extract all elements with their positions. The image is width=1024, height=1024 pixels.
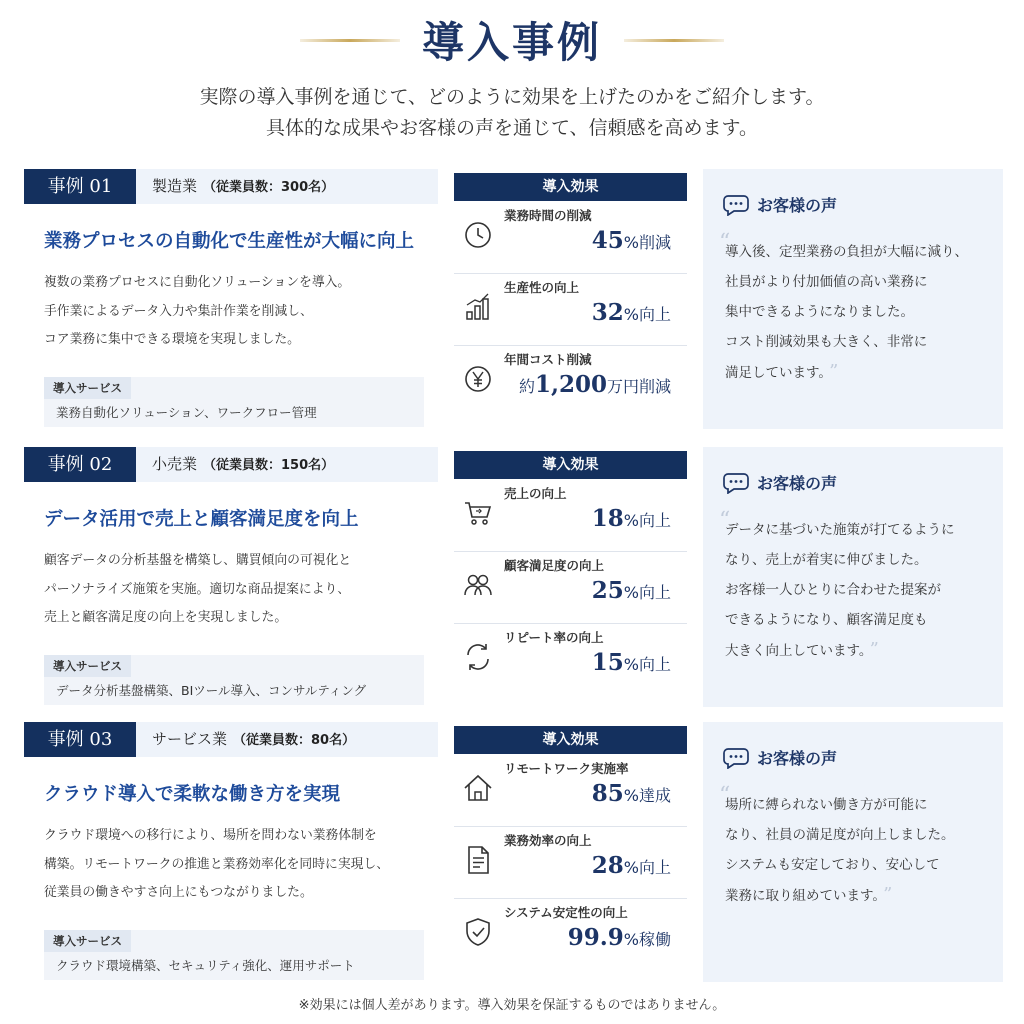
voice-line — [725, 357, 995, 388]
metric-number: 18 — [591, 505, 624, 532]
case-header — [24, 447, 438, 482]
metric-label: リピート率の向上 — [504, 630, 604, 645]
metric-item — [454, 826, 687, 899]
case-card-03 — [24, 722, 1004, 982]
users-icon — [462, 569, 494, 601]
metric-unit: 万円削減 — [606, 377, 671, 396]
metric-item — [454, 551, 687, 624]
metric-value — [592, 227, 671, 254]
metric-number: 1,200 — [534, 371, 607, 398]
voice-line — [725, 880, 995, 911]
effect-header: 導入効果 — [454, 173, 687, 201]
description-line: 構築。リモートワークの推進と業務効率化を同時に実現し、 — [44, 856, 390, 872]
home-icon — [462, 772, 494, 804]
voice-text — [725, 790, 995, 911]
metric-item — [454, 898, 687, 970]
metric-value — [592, 577, 671, 604]
metric-value — [592, 780, 671, 807]
employee-count: （従業員数：300名） — [203, 180, 335, 195]
title-row — [0, 10, 1024, 70]
case-title: データ活用で売上と顧客満足度を向上 — [44, 509, 359, 530]
metric-unit: %削減 — [623, 233, 671, 252]
customer-voice — [703, 722, 1003, 982]
employee-count: （従業員数：80名） — [233, 733, 356, 748]
metric-unit: %向上 — [623, 858, 671, 877]
metric-item — [454, 273, 687, 346]
case-title: クラウド導入で柔軟な働き方を実現 — [44, 784, 341, 805]
customer-voice — [703, 447, 1003, 707]
case-card-02 — [24, 447, 1004, 707]
description-line: 従業員の働きやすさ向上にもつながりました。 — [44, 885, 313, 900]
voice-header — [723, 193, 837, 216]
open-quote-icon: “ — [719, 508, 731, 533]
description-line: コア業務に集中できる環境を実現しました。 — [44, 332, 300, 347]
industry-name: 小売業 — [152, 455, 198, 473]
voice-line: できるようになり、顧客満足度も — [725, 612, 928, 628]
metric-label: 業務効率の向上 — [504, 833, 592, 848]
voice-line-text: 満足しています。 — [725, 365, 826, 381]
description-line: 手作業によるデータ入力や集計作業を削減し、 — [44, 303, 313, 319]
effect-header: 導入効果 — [454, 726, 687, 754]
metric-value — [592, 649, 671, 676]
close-quote-icon: ” — [829, 361, 839, 382]
bar-chart-icon — [462, 291, 494, 323]
metric-label: 年間コスト削減 — [504, 352, 592, 367]
metric-value — [592, 505, 671, 532]
voice-title: お客様の声 — [757, 474, 838, 493]
page-header — [0, 10, 1024, 144]
service-box — [44, 930, 424, 980]
document-icon — [462, 844, 494, 876]
case-title: 業務プロセスの自動化で生産性が大幅に向上 — [44, 231, 415, 252]
case-summary — [24, 169, 438, 429]
industry-name: サービス業 — [152, 730, 228, 748]
case-summary — [24, 447, 438, 707]
voice-header — [723, 471, 837, 494]
case-header — [24, 169, 438, 204]
metric-label: システム安定性の向上 — [504, 905, 628, 920]
footer-note: ※効果には個人差があります。導入効果を保証するものではありません。 — [298, 998, 726, 1013]
metric-unit: %向上 — [623, 511, 671, 530]
voice-line: コスト削減効果も大きく、非常に — [725, 334, 928, 350]
service-box — [44, 377, 424, 427]
voice-line: 集中できるようになりました。 — [725, 304, 914, 320]
metric-value — [519, 371, 671, 398]
case-description — [44, 269, 434, 355]
case-description — [44, 547, 434, 633]
voice-line: なり、売上が着実に伸びました。 — [725, 552, 928, 568]
metric-item — [454, 623, 687, 695]
metric-unit: %稼働 — [623, 930, 671, 949]
service-label: 導入サービス — [44, 377, 131, 399]
case-badge: 事例 03 — [24, 722, 136, 757]
case-badge: 事例 02 — [24, 447, 136, 482]
case-badge: 事例 01 — [24, 169, 136, 204]
speech-bubble-icon — [723, 472, 749, 494]
speech-bubble-icon — [723, 194, 749, 216]
case-industry — [152, 447, 334, 483]
yen-icon — [462, 363, 494, 395]
voice-line-text: 大きく向上しています。 — [725, 643, 866, 659]
customer-voice — [703, 169, 1003, 429]
service-text: データ分析基盤構築、BIツール導入、コンサルティング — [56, 683, 367, 698]
clock-icon — [462, 219, 494, 251]
service-text: クラウド環境構築、セキュリティ強化、運用サポート — [56, 958, 355, 973]
page-title: 導入事例 — [421, 18, 602, 67]
voice-line-text: 業務に取り組めています。 — [725, 888, 880, 904]
metric-item — [454, 345, 687, 417]
open-quote-icon: “ — [719, 230, 731, 255]
effect-panel — [454, 451, 687, 707]
case-header — [24, 722, 438, 757]
metric-unit: %向上 — [623, 655, 671, 674]
metric-unit: %達成 — [623, 786, 671, 805]
metric-label: 生産性の向上 — [504, 280, 580, 295]
voice-line — [725, 635, 995, 666]
case-description — [44, 822, 434, 908]
metric-number: 99.9 — [567, 924, 624, 951]
metric-item — [454, 479, 687, 552]
description-line: パーソナライズ施策を実施。適切な商品提案により、 — [44, 581, 351, 597]
description-line: 複数の業務プロセスに自動化ソリューションを導入。 — [44, 275, 351, 290]
voice-line: 場所に縛られない働き方が可能に — [725, 797, 928, 813]
metric-unit: %向上 — [623, 305, 671, 324]
industry-name: 製造業 — [152, 177, 198, 195]
close-quote-icon: ” — [883, 884, 893, 905]
description-line: 顧客データの分析基盤を構築し、購買傾向の可視化と — [44, 553, 352, 568]
voice-text — [725, 515, 995, 666]
description-line: クラウド環境への移行により、場所を問わない業務体制を — [44, 828, 377, 843]
metric-number: 32 — [591, 299, 624, 326]
voice-header — [723, 746, 837, 769]
metric-item — [454, 754, 687, 827]
case-industry — [152, 169, 334, 205]
speech-bubble-icon — [723, 747, 749, 769]
shield-check-icon — [462, 916, 494, 948]
voice-line: なり、社員の満足度が向上しました。 — [725, 827, 955, 843]
page-subtitle — [0, 82, 1024, 144]
voice-line: 導入後、定型業務の負担が大幅に減り、 — [725, 244, 968, 260]
metric-label: 業務時間の削減 — [504, 208, 592, 223]
effect-panel — [454, 726, 687, 982]
service-box — [44, 655, 424, 705]
title-divider-right — [624, 39, 724, 42]
subtitle-line-2: 具体的な成果やお客様の声を通じて、信頼感を高めます。 — [265, 117, 759, 139]
cart-icon — [462, 497, 494, 529]
voice-line: データに基づいた施策が打てるように — [725, 522, 955, 538]
metric-number: 45 — [591, 227, 624, 254]
voice-text — [725, 237, 995, 388]
service-label: 導入サービス — [44, 930, 131, 952]
subtitle-line-1: 実際の導入事例を通じて、どのように効果を上げたのかをご紹介します。 — [199, 86, 825, 108]
voice-line: 社員がより付加価値の高い業務に — [725, 274, 928, 290]
case-industry — [152, 722, 355, 758]
service-label: 導入サービス — [44, 655, 131, 677]
metric-value — [592, 299, 671, 326]
voice-title: お客様の声 — [757, 749, 838, 768]
metric-value — [592, 852, 671, 879]
metric-unit: %向上 — [623, 583, 671, 602]
voice-line: システムも安定しており、安心して — [725, 857, 940, 873]
service-text: 業務自動化ソリューション、ワークフロー管理 — [56, 405, 317, 420]
title-divider-left — [300, 39, 400, 42]
metric-item — [454, 201, 687, 274]
voice-title: お客様の声 — [757, 196, 838, 215]
metric-value — [568, 924, 671, 951]
repeat-icon — [462, 641, 494, 673]
metric-label: リモートワーク実施率 — [504, 761, 629, 776]
metric-number: 28 — [591, 852, 624, 879]
metric-number: 15 — [591, 649, 624, 676]
description-line: 売上と顧客満足度の向上を実現しました。 — [44, 610, 288, 625]
metric-number: 25 — [591, 577, 624, 604]
case-summary — [24, 722, 438, 982]
metric-number: 85 — [591, 780, 624, 807]
effect-panel — [454, 173, 687, 429]
voice-line: お客様一人ひとりに合わせた提案が — [725, 582, 941, 598]
metric-prefix: 約 — [518, 377, 535, 396]
effect-header: 導入効果 — [454, 451, 687, 479]
metric-label: 顧客満足度の向上 — [504, 558, 605, 573]
open-quote-icon: “ — [719, 783, 731, 808]
case-card-01 — [24, 169, 1004, 429]
employee-count: （従業員数：150名） — [203, 458, 335, 473]
metric-label: 売上の向上 — [504, 486, 567, 501]
close-quote-icon: ” — [869, 639, 879, 660]
